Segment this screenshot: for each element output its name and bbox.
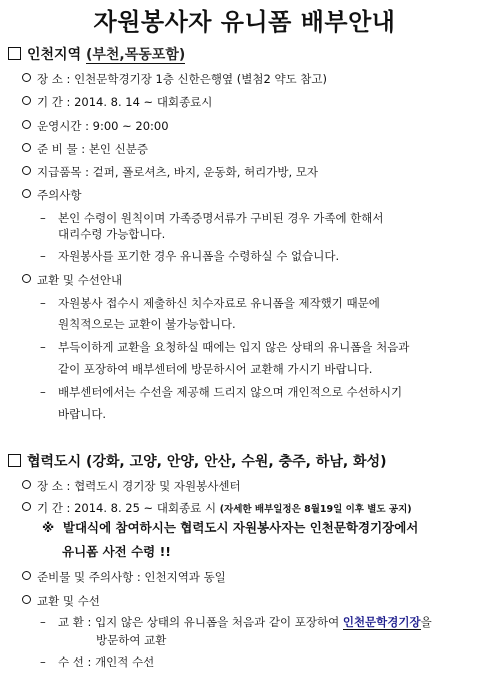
caution-item-1-cont: 대리수령 가능합니다. [58,227,166,241]
dash-icon: – [40,615,46,629]
label: 교환 및 수선 [37,594,100,608]
row-prep: 준 비 물 : 본인 신분증 [22,141,148,157]
reference-mark-icon: ※ [42,520,55,535]
circle-bullet-icon [22,120,31,129]
circle-bullet-icon [22,571,31,580]
label: 기 간 [37,95,63,109]
label: 수 선 [58,655,84,669]
row-items: 지급품목 : 겉퍼, 폴로셔츠, 바지, 운동화, 허리가방, 모자 [22,164,318,180]
row-place-2: 장 소 : 협력도시 경기장 및 자원봉사센터 [22,478,241,494]
caution-item-1 [40,210,384,226]
dash-icon: – [40,249,46,263]
checkbox-square-icon [8,454,21,467]
notice-line-1 [42,520,418,536]
label: 장 소 [37,479,63,493]
row-prep-2: 준비물 및 주의사항 : 인천지역과 동일 [22,569,226,585]
label: 지급품목 [37,165,82,179]
row-period-2: 기 간 : 2014. 8. 25 ~ 대회종료 시 (자세한 배부일정은 8월19일 이후 별도 공지) [22,500,412,518]
notice-line-2: 유니폼 사전 수령 !! [62,544,171,559]
circle-bullet-icon [22,189,31,198]
circle-bullet-icon [22,274,31,283]
exchange-item-2-cont: 같이 포장하여 배부센터에 방문하시어 교환해 가시기 바랍니다. [58,362,373,376]
dash-icon: – [40,211,46,225]
text: 개인적 수선 [95,655,155,669]
row-caution [22,187,81,203]
section-title: 인천지역 [27,47,82,63]
exchange-item-2 [40,339,409,355]
circle-bullet-icon [22,73,31,82]
value: 인천지역과 동일 [144,570,226,584]
exchange-item-1-cont: 원칙적으로는 교환이 불가능합니다. [58,317,236,331]
text: 발대식에 참여하시는 협력도시 자원봉사자는 인천문학경기장에서 [62,520,419,535]
section-title: 협력도시 (강화, 고양, 안양, 안산, 수원, 충주, 하남, 화성) [27,454,387,470]
value: 2014. 8. 14 ~ 대회종료시 [74,95,213,109]
exchange-item-3-cont: 바랍니다. [58,407,107,421]
label: 준 비 물 [37,142,78,156]
exchange-sub-item: – 교 환 : 입지 않은 상태의 유니폼을 처음과 같이 포장하여 인천문학경기장을 [40,615,432,629]
page-title: 자원봉사자 유니폼 배부안내 [93,8,396,36]
circle-bullet-icon [22,502,31,511]
period-note: (자세한 배부일정은 8월19일 이후 별도 공지) [219,504,412,515]
row-hours: 운영시간 : 9:00 ~ 20:00 [22,118,169,134]
label: 장 소 [37,72,63,86]
value: 협력도시 경기장 및 자원봉사센터 [74,479,241,493]
circle-bullet-icon [22,166,31,175]
circle-bullet-icon [22,595,31,604]
circle-bullet-icon [22,143,31,152]
text: 입지 않은 상태의 유니폼을 처음과 같이 포장하여 [95,615,340,629]
value: 2014. 8. 25 ~ 대회종료 시 [74,501,217,515]
highlight-venue: 인천문학경기장 [342,615,421,629]
value: 9:00 ~ 20:00 [92,119,169,133]
checkbox-square-icon [8,47,21,60]
label: 운영시간 [37,119,82,133]
dash-icon: – [40,385,46,399]
label: 주의사항 [37,188,82,202]
repair-sub-item: – 수 선 : 개인적 수선 [40,655,155,669]
dash-icon: – [40,296,46,310]
section-heading-incheon [8,44,185,64]
row-period: 기 간 : 2014. 8. 14 ~ 대회종료시 [22,94,212,110]
exchange-item-1 [40,295,380,311]
text: 부득이하게 교환을 요청하실 때에는 입지 않은 상태의 유니폼을 처음과 [58,340,410,354]
text: 을 [420,615,432,629]
value: 인천문학경기장 1층 신한은행옆 (별첨2 약도 참고) [74,72,328,86]
exchange-item-3 [40,384,402,400]
value: 겉퍼, 폴로셔츠, 바지, 운동화, 허리가방, 모자 [92,165,319,179]
label: 준비물 및 주의사항 [37,570,134,584]
label: 교환 및 수선안내 [37,273,123,287]
row-exchange-2 [22,593,100,609]
row-place: 장 소 : 인천문학경기장 1층 신한은행옆 (별첨2 약도 참고) [22,71,327,87]
dash-icon: – [40,340,46,354]
text: 배부센터에서는 수선을 제공해 드리지 않으며 개인적으로 수선하시기 [58,385,403,399]
value: 본인 신분증 [88,142,149,156]
dash-icon: – [40,655,46,669]
label: 교 환 [58,615,84,629]
exchange-sub-item-cont: 방문하여 교환 [96,633,167,647]
circle-bullet-icon [22,96,31,105]
caution-item-2 [40,248,339,264]
text: 본인 수령이 원칙이며 가족증명서류가 구비된 경우 가족에 한해서 [58,211,384,225]
row-exchange [22,272,122,288]
section-heading-partner-cities [8,451,387,471]
text: 자원봉사를 포기한 경우 유니폼을 수령하실 수 없습니다. [58,249,340,263]
text: 자원봉사 접수시 제출하신 치수자료로 유니폼을 제작했기 때문에 [58,296,380,310]
circle-bullet-icon [22,480,31,489]
label: 기 간 [37,501,63,515]
section-subtitle: (부천,목동포함) [85,47,186,63]
